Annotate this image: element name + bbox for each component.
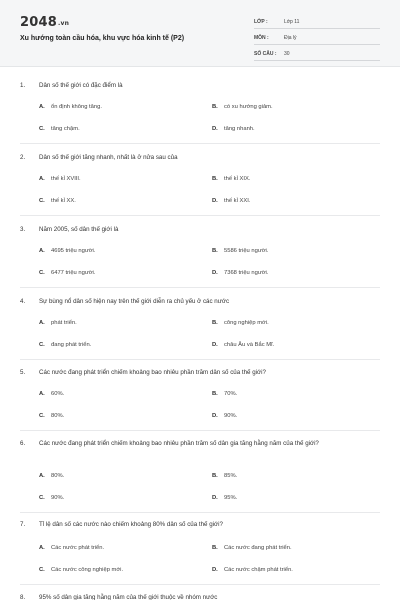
meta-row-subject (254, 32, 380, 45)
question-5-option-a[interactable]: A. 60%. (39, 391, 65, 397)
question-3-option-c[interactable]: C. 6477 triệu người. (39, 270, 96, 276)
question-divider (20, 584, 380, 585)
question-stem: Năm 2005, số dân thế giới là (39, 226, 119, 233)
meta-value: 30 (284, 51, 290, 57)
question-2-option-d[interactable]: D. thế kỉ XXI. (212, 198, 251, 204)
question-number: 2. (20, 154, 26, 161)
question-divider (20, 512, 380, 513)
question-number: 6. (20, 440, 26, 447)
question-1-text (20, 80, 372, 91)
question-3-option-b[interactable]: B. 5586 triệu người. (212, 248, 269, 254)
meta-row-count (254, 48, 380, 61)
question-6-option-d[interactable]: D. 95%. (212, 495, 238, 501)
question-number: 4. (20, 298, 26, 305)
question-number: 3. (20, 226, 26, 233)
question-stem: Tỉ lệ dân số các nước nào chiếm khoảng 80% dân số của thế giới? (39, 521, 223, 528)
question-6-option-a[interactable]: A. 80%. (39, 473, 65, 479)
question-2-text (20, 152, 372, 163)
question-7-option-c[interactable]: C. Các nước công nghiệp mới. (39, 567, 124, 573)
question-number: 5. (20, 369, 26, 376)
quiz-title: Xu hướng toàn cầu hóa, khu vực hóa kinh tế (P2) (20, 35, 185, 42)
quiz-meta (254, 16, 380, 64)
question-2-option-a[interactable]: A. thế kỉ XVIII. (39, 176, 81, 182)
question-stem: Sự bùng nổ dân số hiện nay trên thế giới diễn ra chủ yếu ở các nước (39, 298, 230, 305)
question-4-option-b[interactable]: B. công nghiệp mới. (212, 320, 269, 326)
meta-value: Địa lý (284, 35, 297, 41)
question-6-text (20, 438, 372, 449)
question-divider (20, 359, 380, 360)
meta-row-class (254, 16, 380, 29)
question-5-option-d[interactable]: D. 90%. (212, 413, 238, 419)
meta-label: SỐ CÂU : (254, 51, 277, 57)
question-4-option-c[interactable]: C. đang phát triển. (39, 342, 92, 348)
question-1-option-d[interactable]: D. tăng nhanh. (212, 126, 255, 132)
question-7-option-a[interactable]: A. Các nước phát triển. (39, 545, 105, 551)
question-7-option-d[interactable]: D. Các nước chậm phát triển. (212, 567, 293, 573)
meta-label: LỚP : (254, 19, 268, 25)
question-1-option-b[interactable]: B. có xu hướng giảm. (212, 104, 273, 110)
question-number: 7. (20, 521, 26, 528)
question-divider (20, 143, 380, 144)
question-2-option-b[interactable]: B. thế kỉ XIX. (212, 176, 251, 182)
question-4-text (20, 296, 372, 307)
meta-value: Lớp 11 (284, 19, 300, 25)
question-4-option-a[interactable]: A. phát triển. (39, 320, 77, 326)
question-divider (20, 215, 380, 216)
logo-text: 2048 (20, 15, 57, 30)
question-stem: Dân số thế giới tăng nhanh, nhất là ở nửa sau của (39, 154, 178, 161)
question-6-option-c[interactable]: C. 90%. (39, 495, 65, 501)
question-5-option-b[interactable]: B. 70%. (212, 391, 238, 397)
question-8-text (20, 592, 372, 600)
site-logo[interactable] (20, 15, 69, 30)
question-6-option-b[interactable]: B. 85%. (212, 473, 238, 479)
logo-tld: .vn (57, 20, 70, 27)
question-stem: 95% số dân gia tăng hằng năm của thế giới thuộc về nhóm nước (39, 594, 218, 600)
question-7-text (20, 519, 372, 530)
question-5-option-c[interactable]: C. 80%. (39, 413, 65, 419)
question-7-option-b[interactable]: B. Các nước đang phát triển. (212, 545, 292, 551)
question-stem: Dân số thế giới có đặc điểm là (39, 82, 123, 89)
question-3-option-a[interactable]: A. 4695 triệu người. (39, 248, 96, 254)
question-stem: Các nước đang phát triển chiếm khoảng bao nhiêu phần trăm số dân gia tăng hằng năm của thế giới? (39, 440, 319, 447)
meta-label: MÔN : (254, 35, 269, 41)
question-divider (20, 287, 380, 288)
question-5-text (20, 367, 372, 378)
question-3-text (20, 224, 372, 235)
question-divider (20, 430, 380, 431)
question-1-option-c[interactable]: C. tăng chậm. (39, 126, 80, 132)
question-3-option-d[interactable]: D. 7368 triệu người. (212, 270, 269, 276)
question-1-option-a[interactable]: A. ổn định không tăng. (39, 104, 102, 110)
question-number: 1. (20, 82, 26, 89)
question-4-option-d[interactable]: D. châu Âu và Bắc Mĩ. (212, 342, 275, 348)
question-number: 8. (20, 594, 26, 600)
quiz-header (0, 0, 400, 67)
question-stem: Các nước đang phát triển chiếm khoảng bao nhiêu phần trăm dân số của thế giới? (39, 369, 266, 376)
question-2-option-c[interactable]: C. thế kỉ XX. (39, 198, 76, 204)
